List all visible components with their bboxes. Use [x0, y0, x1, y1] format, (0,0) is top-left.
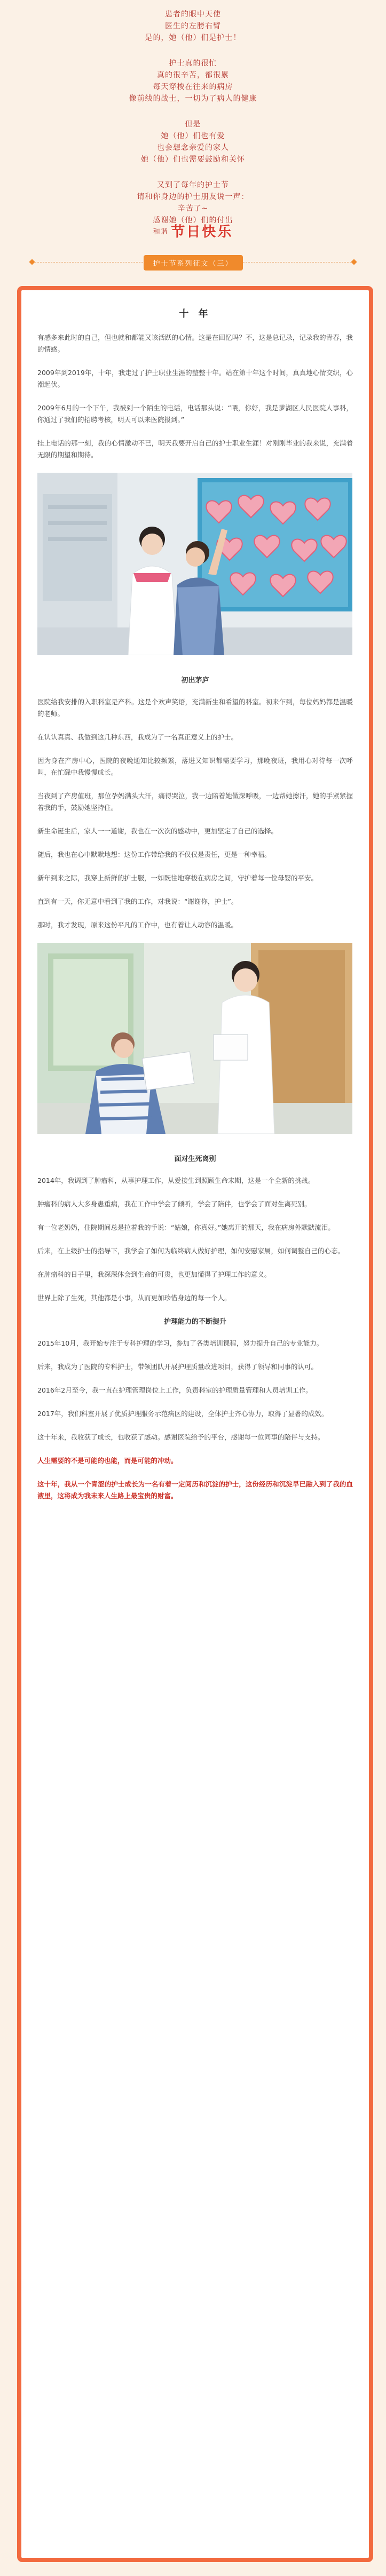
paragraph: 在肿瘤科的日子里，我深深体会到生命的可贵，也更加懂得了护理工作的意义。 [37, 1270, 271, 1278]
paragraph: 直到有一天，你无意中看到了我的工作，对我说：“谢谢你，护士”。 [37, 897, 238, 905]
poem-line: 也会想念亲爱的家人 [157, 144, 229, 152]
article-title: 十 年 [179, 308, 211, 320]
poem-line: 每天穿梭在往来的病房 [153, 83, 233, 91]
section-subtitle: 初出茅庐 [181, 677, 209, 685]
paragraph: 2016年2月至今，我一直在护理管理岗位上工作，负责科室的护理质量管理和人员培训工作。 [37, 1386, 312, 1394]
paragraph: 肿瘤科的病人大多身患重病，我在工作中学会了倾听，学会了陪伴，也学会了面对生离死别。 [37, 1200, 311, 1208]
paragraph: 世界上除了生死，其他都是小事，从而更加珍惜身边的每一个人。 [37, 1294, 231, 1302]
paragraph: 医院给我安排的入职科室是产科。这是个欢声笑语，充满新生和希望的科室。初来乍到，每位妈妈都是温暖的老师。 [37, 698, 353, 718]
nurses-at-board-image [37, 473, 352, 655]
diamond-icon [351, 259, 357, 265]
nurse-with-patient-image [37, 943, 352, 1134]
paragraph: 新生命诞生后，家人一一道谢，我也在一次次的感动中，更加坚定了自己的选择。 [37, 827, 278, 835]
paragraph: 因为身在产房中心，医院的夜晚通知比较频繁，落进又知识都需要学习，那晚夜班，我用心对待每一次呼叫，在忙碌中我慢慢成长。 [37, 757, 353, 776]
poem-line: 患者的眼中天使 [165, 10, 221, 19]
nurses-photo [37, 473, 352, 655]
series-tag: 护士节系列征文（三） [143, 255, 242, 271]
paragraph: 后来，在上级护士的指导下，我学会了如何为临终病人做好护理，如何安慰家属，如何调整自己的心态。 [37, 1247, 345, 1255]
poem-line: 又到了每年的护士节 [157, 181, 229, 189]
paragraph: 有感多来此时的自己，但也就和都能又该活跃的心情。这是在回忆吗？不，这是总记录，记录我的青春，我的情感。 [37, 333, 353, 353]
paragraph: 那时，我才发现，原来这份平凡的工作中，也有着让人动容的温暖。 [37, 921, 238, 929]
series-divider [0, 252, 386, 273]
poem-line: 真的很辛苦，都很累 [157, 71, 229, 79]
poem-line: 感谢她（他）们的付出 [153, 216, 233, 225]
holiday-prefix: 和谐 [153, 228, 168, 236]
poem-stanza-2 [0, 58, 386, 105]
paragraph: 2015年10月，我开始专注于专科护理的学习，参加了各类培训课程，努力提升自己的专业能力。 [37, 1339, 324, 1347]
poem-stanza-3 [0, 118, 386, 165]
poem-line: 像前线的战士，一切为了病人的健康 [129, 94, 257, 103]
poem-line: 是的，她（他）们是护士！ [145, 34, 241, 42]
paragraph: 有一位老奶奶，住院期间总是拉着我的手说：“姑娘，你真好。”她离开的那天，我在病房外默默流泪。 [37, 1223, 335, 1231]
poem-stanza-1 [0, 9, 386, 44]
paragraph: 后来，我成为了医院的专科护士，带领团队开展护理质量改进项目，获得了领导和同事的认可。 [37, 1363, 318, 1371]
holiday-greeting [0, 226, 386, 238]
paragraph: 当夜到了产房值班，那位孕妈满头大汗，痛得哭泣，我一边陪着她做深呼吸，一边帮她擦汗，她的手紧紧握着我的手，鼓励她坚持住。 [37, 792, 353, 812]
article-card [17, 286, 373, 2562]
nurse-patient-photo [37, 943, 352, 1134]
diamond-icon [29, 259, 35, 265]
paragraph: 这十年来，我收获了成长，也收获了感动。感谢医院给予的平台，感谢每一位同事的陪伴与支持。 [37, 1433, 325, 1441]
paragraph: 新年到来之际，我穿上新鲜的护士服，一如既往地穿梭在病房之间，守护着每一位母婴的平安。 [37, 874, 318, 882]
poem-line: 她（他）们也有爱 [161, 132, 225, 140]
poem-stanza-4 [0, 179, 386, 238]
paragraph: 在认认真真、我做到这几种东西，我成为了一名真正意义上的护士。 [37, 733, 238, 741]
poem-line: 医生的左膀右臂 [165, 22, 221, 30]
poem-section [0, 0, 386, 238]
paragraph: 2009年到2019年，十年，我走过了护士职业生涯的整整十年。站在第十年这个时间，真真地心情交织，心潮起伏。 [37, 369, 353, 388]
paragraph: 2009年6月的一个下午，我被到一个陌生的电话，电话那头说：“喂，你好，我是萝湖区人民医院人事科，你通过了我们的招聘考核，明天可以来医院报到。” [37, 404, 353, 424]
paragraph: 2017年，我们科室开展了优质护理服务示范病区的建设，全体护士齐心协力，取得了显著的成效。 [37, 1410, 328, 1418]
section-subtitle: 护理能力的不断提升 [163, 1318, 226, 1326]
paragraph: 2014年，我调到了肿瘤科，从事护理工作，从爱接生到照顾生命末期，这是一个全新的挑战。 [37, 1176, 315, 1184]
paragraph: 挂上电话的那一刻，我的心情激动不已，明天我要开启自己的护士职业生涯！对刚刚毕业的我来说，充满着无限的期望和期待。 [37, 439, 353, 459]
poem-line: 辛苦了~ [177, 204, 209, 213]
poem-line: 护士真的很忙 [169, 59, 217, 68]
section-subtitle: 面对生死离别 [174, 1155, 216, 1163]
highlight-paragraph: 这十年，我从一个青涩的护士成长为一名有着一定阅历和沉淀的护士，这份经历和沉淀早已融入到了我的血液里，这将成为我未来人生路上最宝贵的财富。 [37, 1480, 353, 1500]
highlight-paragraph: 人生需要的不是可能的也能，而是可能的冲动。 [37, 1457, 178, 1465]
holiday-title: 节日快乐 [171, 224, 233, 240]
poem-line: 请和你身边的护士朋友说一声： [137, 193, 249, 201]
paragraph: 随后，我也在心中默默地想：这份工作带给我的不仅仅是责任，更是一种幸福。 [37, 850, 271, 858]
poem-line: 她（他）们也需要鼓励和关怀 [141, 155, 245, 164]
poem-line: 但是 [185, 120, 201, 129]
